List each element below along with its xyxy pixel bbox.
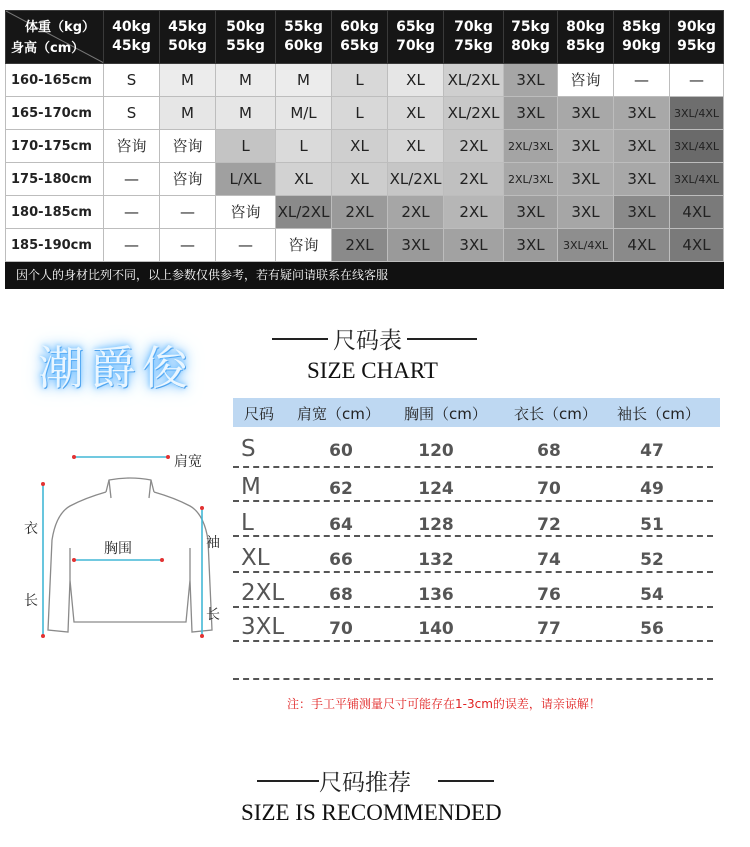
length-label-top: 衣 [24, 521, 38, 537]
size-cell: 4XL [614, 229, 670, 262]
dashed-divider [233, 571, 713, 573]
weight-column-header [614, 11, 670, 64]
size-cell: — [104, 229, 160, 262]
size-cell: M [216, 97, 276, 130]
brand-logo-text: 潮爵俊 [38, 341, 194, 395]
size-cell: — [104, 163, 160, 196]
recommend-dash-left [257, 780, 319, 782]
size-cell: XL [388, 64, 444, 97]
size-cell: 3XL [444, 229, 504, 262]
size-cell: M [160, 97, 216, 130]
table-disclaimer: 因个人的身材比列不同，以上参数仅供参考，若有疑问请联系在线客服 [6, 262, 724, 289]
size-cell: — [160, 229, 216, 262]
dashed-divider [233, 640, 713, 642]
length-value: 70 [537, 479, 561, 499]
dashed-divider [233, 678, 713, 680]
chest-value: 124 [418, 479, 454, 499]
size-cell: 3XL [614, 97, 670, 130]
table-row [6, 196, 724, 229]
table-row [6, 229, 724, 262]
size-cell: — [614, 64, 670, 97]
weight-to: 95kg [677, 38, 716, 54]
title-dash-left [272, 338, 328, 340]
size-cell: S [104, 97, 160, 130]
size-cell: XL/2XL [388, 163, 444, 196]
sleeve-value: 49 [640, 479, 664, 499]
length-value: 68 [537, 441, 561, 461]
weight-column-header [388, 11, 444, 64]
size-cell: 3XL/4XL [558, 229, 614, 262]
size-cell: L/XL [216, 163, 276, 196]
weight-from: 70kg [454, 19, 493, 35]
size-cell: 3XL/4XL [670, 163, 724, 196]
weight-axis-label: 体重（kg） [25, 20, 95, 35]
title-dash-right [407, 338, 477, 340]
chest-value: 132 [418, 550, 454, 570]
table-row [6, 97, 724, 130]
shoulder-label: 肩宽 [174, 454, 202, 470]
chest-value: 140 [418, 619, 454, 639]
weight-from: 40kg [112, 19, 151, 35]
length-value: 72 [537, 515, 561, 535]
size-cell: 2XL [444, 130, 504, 163]
recommend-dash-right [438, 780, 494, 782]
size-label: L [241, 510, 254, 536]
size-cell: 咨询 [104, 130, 160, 163]
weight-to: 50kg [168, 38, 207, 54]
size-cell: — [670, 64, 724, 97]
size-cell: 2XL/3XL [504, 163, 558, 196]
height-range-label: 185-190cm [6, 229, 104, 262]
height-range-label: 180-185cm [6, 196, 104, 229]
shoulder-value: 62 [329, 479, 353, 499]
size-cell: 4XL [670, 229, 724, 262]
weight-to: 45kg [112, 38, 151, 54]
weight-to: 65kg [340, 38, 379, 54]
size-cell: XL [332, 163, 388, 196]
size-cell: S [104, 64, 160, 97]
size-cell: 2XL [444, 163, 504, 196]
sleeve-value: 56 [640, 619, 664, 639]
shoulder-value: 68 [329, 585, 353, 605]
height-range-label: 170-175cm [6, 130, 104, 163]
weight-to: 80kg [511, 38, 550, 54]
chest-value: 128 [418, 515, 454, 535]
size-cell: M [160, 64, 216, 97]
size-cell: 3XL [388, 229, 444, 262]
length-value: 74 [537, 550, 561, 570]
size-cell: 咨询 [558, 64, 614, 97]
size-cell: 3XL [558, 97, 614, 130]
size-cell: 3XL [558, 196, 614, 229]
header-shoulder: 肩宽（cm） [297, 405, 380, 423]
size-cell: 3XL [504, 196, 558, 229]
sleeve-value: 52 [640, 550, 664, 570]
size-cell: M [216, 64, 276, 97]
size-label: XL [241, 545, 270, 571]
table-corner-header [6, 11, 104, 64]
sleeve-label-bottom: 长 [206, 607, 220, 623]
size-cell: 4XL [670, 196, 724, 229]
weight-to: 90kg [622, 38, 661, 54]
size-cell: 3XL [558, 130, 614, 163]
shoulder-value: 60 [329, 441, 353, 461]
size-cell: 2XL [444, 196, 504, 229]
size-cell: XL/2XL [444, 64, 504, 97]
table-row [6, 130, 724, 163]
dashed-divider [233, 466, 713, 468]
sleeve-label-top: 袖 [206, 535, 220, 551]
size-cell: 咨询 [216, 196, 276, 229]
size-label: S [241, 436, 256, 462]
weight-to: 85kg [566, 38, 605, 54]
weight-column-header [670, 11, 724, 64]
size-cell: 3XL [504, 97, 558, 130]
shoulder-value: 66 [329, 550, 353, 570]
measurement-note: 注：手工平铺测量尺寸可能存在1-3cm的误差，请亲谅解！ [287, 697, 601, 711]
weight-from: 50kg [226, 19, 265, 35]
weight-column-header [104, 11, 160, 64]
size-cell: XL/2XL [276, 196, 332, 229]
length-value: 77 [537, 619, 561, 639]
size-cell: 3XL/4XL [670, 130, 724, 163]
shoulder-value: 64 [329, 515, 353, 535]
shoulder-value: 70 [329, 619, 353, 639]
size-cell: 2XL [332, 229, 388, 262]
size-cell: 咨询 [276, 229, 332, 262]
size-cell: XL/2XL [444, 97, 504, 130]
recommend-title-cn: 尺码推荐 [319, 770, 411, 796]
weight-height-table [5, 10, 724, 289]
sleeve-value: 47 [640, 441, 664, 461]
size-cell: 2XL [332, 196, 388, 229]
size-cell: M/L [276, 97, 332, 130]
size-chart-title-cn: 尺码表 [333, 328, 402, 354]
length-value: 76 [537, 585, 561, 605]
weight-column-header [504, 11, 558, 64]
size-cell: L [332, 64, 388, 97]
weight-from: 55kg [284, 19, 323, 35]
size-label: 2XL [241, 580, 285, 606]
dashed-divider [233, 535, 713, 537]
header-size: 尺码 [244, 405, 275, 423]
weight-from: 75kg [511, 19, 550, 35]
size-cell: 2XL/3XL [504, 130, 558, 163]
size-cell: 2XL [388, 196, 444, 229]
size-cell: 3XL [614, 130, 670, 163]
header-chest: 胸围（cm） [404, 405, 487, 423]
size-cell: 3XL [504, 229, 558, 262]
table-row [6, 163, 724, 196]
weight-column-header [444, 11, 504, 64]
header-sleeve: 袖长（cm） [617, 405, 700, 423]
size-cell: 3XL [614, 163, 670, 196]
weight-from: 60kg [340, 19, 379, 35]
dashed-divider [233, 500, 713, 502]
size-cell: XL [388, 97, 444, 130]
size-cell: L [276, 130, 332, 163]
weight-column-header [332, 11, 388, 64]
size-cell: 咨询 [160, 130, 216, 163]
size-cell: 3XL [504, 64, 558, 97]
weight-from: 90kg [677, 19, 716, 35]
height-axis-label: 身高（cm） [11, 41, 85, 56]
weight-column-header [160, 11, 216, 64]
weight-from: 45kg [168, 19, 207, 35]
size-cell: — [160, 196, 216, 229]
chest-label: 胸围 [104, 541, 132, 557]
weight-to: 75kg [454, 38, 493, 54]
chest-value: 120 [418, 441, 454, 461]
size-chart-header [233, 398, 720, 427]
weight-column-header [558, 11, 614, 64]
height-range-label: 175-180cm [6, 163, 104, 196]
dashed-divider [233, 606, 713, 608]
size-cell: — [104, 196, 160, 229]
size-cell: 咨询 [160, 163, 216, 196]
chest-value: 136 [418, 585, 454, 605]
weight-column-header [216, 11, 276, 64]
weight-to: 55kg [226, 38, 265, 54]
size-cell: L [216, 130, 276, 163]
weight-from: 80kg [566, 19, 605, 35]
weight-from: 65kg [396, 19, 435, 35]
size-cell: M [276, 64, 332, 97]
size-cell: 3XL/4XL [670, 97, 724, 130]
table-row [6, 64, 724, 97]
height-range-label: 160-165cm [6, 64, 104, 97]
size-label: 3XL [241, 614, 285, 640]
weight-from: 85kg [622, 19, 661, 35]
sleeve-value: 51 [640, 515, 664, 535]
weight-to: 60kg [284, 38, 323, 54]
size-cell: XL [388, 130, 444, 163]
size-cell: XL [332, 130, 388, 163]
size-cell: — [216, 229, 276, 262]
weight-column-header [276, 11, 332, 64]
sleeve-value: 54 [640, 585, 664, 605]
size-cell: 3XL [614, 196, 670, 229]
size-cell: 3XL [558, 163, 614, 196]
header-length: 衣长（cm） [514, 405, 597, 423]
size-cell: L [332, 97, 388, 130]
garment-diagram [10, 440, 230, 650]
weight-to: 70kg [396, 38, 435, 54]
recommend-title-en: SIZE IS RECOMMENDED [241, 800, 502, 825]
size-chart-title-en: SIZE CHART [307, 358, 438, 383]
height-range-label: 165-170cm [6, 97, 104, 130]
size-cell: XL [276, 163, 332, 196]
size-label: M [241, 474, 261, 500]
length-label-bottom: 长 [24, 593, 38, 609]
